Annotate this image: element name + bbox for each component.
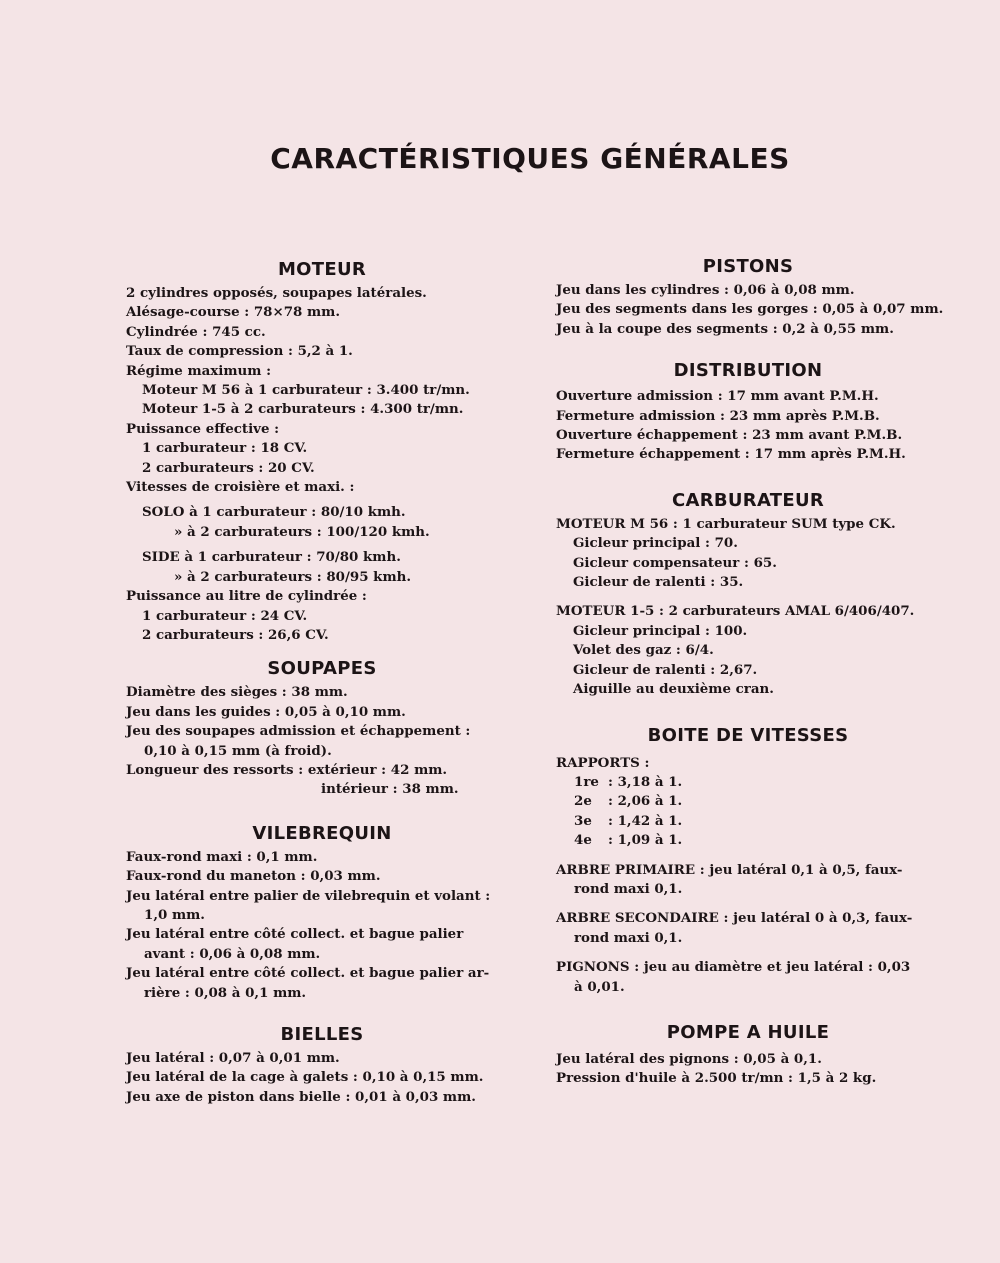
gear-ratio: : 1,09 à 1.: [608, 832, 683, 849]
spec-line: Cylindrée : 745 cc.: [126, 323, 266, 340]
spec-line: 1,0 mm.: [144, 906, 205, 923]
spec-line: Gicleur principal : 100.: [573, 622, 748, 639]
spec-line: rond maxi 0,1.: [574, 929, 683, 946]
spec-line: Puissance au litre de cylindrée :: [126, 588, 367, 605]
section-heading: CARBURATEUR: [671, 489, 825, 511]
section-vilebrequin: [126, 820, 518, 1003]
spec-line: Puissance effective :: [126, 420, 280, 437]
section-heading: MOTEUR: [277, 259, 367, 280]
spec-line: Taux de compression : 5,2 à 1.: [126, 343, 353, 360]
spec-line: Jeu latéral entre côté collect. et bague palier: [126, 926, 464, 943]
right-column: [556, 256, 944, 1089]
spec-line: Jeu latéral entre palier de vilebrequin et volant :: [126, 887, 491, 904]
spec-line: rière : 0,08 à 0,1 mm.: [144, 984, 307, 1001]
spec-line: ARBRE SECONDAIRE : jeu latéral 0 à 0,3, faux-: [556, 910, 913, 927]
spec-line: Longueur des ressorts : extérieur : 42 mm.: [126, 761, 448, 778]
spec-line: Jeu latéral entre côté collect. et bague palier ar-: [126, 965, 490, 982]
gear-number: 4e: [574, 832, 592, 849]
gear-number: 1re: [574, 773, 599, 790]
spec-line: Moteur M 56 à 1 carburateur : 3.400 tr/mn.: [142, 382, 470, 399]
section-body: [556, 387, 940, 465]
spec-line: 1 carburateur : 24 CV.: [142, 607, 308, 624]
spec-line: 2 cylindres opposés, soupapes latérales.: [126, 285, 427, 301]
section-heading: SOUPAPES: [267, 658, 377, 680]
section-body: [126, 284, 518, 645]
section-distribution: [556, 357, 940, 465]
spec-line: Jeu dans les cylindres : 0,06 à 0,08 mm.: [556, 282, 855, 298]
spec-line: SOLO à 1 carburateur : 80/10 kmh.: [142, 504, 406, 521]
section-heading: VILEBREQUIN: [252, 822, 392, 844]
spec-line: 2 carburateurs : 26,6 CV.: [142, 626, 329, 643]
section-heading: DISTRIBUTION: [673, 360, 823, 382]
spec-line: intérieur : 38 mm.: [321, 781, 459, 798]
spec-line: Aiguille au deuxième cran.: [573, 681, 774, 698]
section-bielles: [126, 1021, 518, 1107]
spec-line: RAPPORTS :: [556, 754, 650, 771]
section-pompe-a-huile: [556, 1019, 940, 1089]
spec-line: Ouverture échappement : 23 mm avant P.M.B.: [556, 427, 903, 444]
spec-line: SIDE à 1 carburateur : 70/80 kmh.: [142, 549, 401, 566]
spec-line: ARBRE PRIMAIRE : jeu latéral 0,1 à 0,5, faux-: [556, 861, 903, 878]
section-heading: BOITE DE VITESSES: [647, 724, 849, 746]
spec-line: Gicleur compensateur : 65.: [573, 554, 777, 571]
section-soupapes: [126, 655, 518, 799]
page-title: CARACTÉRISTIQUES GÉNÉRALES: [270, 142, 790, 175]
section-heading: BIELLES: [280, 1024, 364, 1045]
spec-line: rond maxi 0,1.: [574, 880, 683, 897]
spec-line: Fermeture admission : 23 mm après P.M.B.: [556, 407, 880, 424]
section-carburateur: [556, 487, 940, 700]
spec-line: Faux-rond maxi : 0,1 mm.: [126, 848, 318, 865]
section-heading: PISTONS: [702, 256, 794, 277]
section-heading: POMPE A HUILE: [666, 1021, 830, 1043]
section-moteur: [126, 256, 518, 645]
ratio-line: [556, 812, 940, 831]
gear-ratio: : 3,18 à 1.: [608, 773, 683, 790]
spec-line: PIGNONS : jeu au diamètre et jeu latéral : 0,03: [556, 959, 911, 976]
spec-line: Jeu dans les guides : 0,05 à 0,10 mm.: [126, 703, 406, 720]
gear-number: 3e: [574, 812, 592, 829]
section-body: [556, 281, 944, 339]
section-body: [556, 754, 940, 997]
spec-line: 0,10 à 0,15 mm (à froid).: [144, 742, 332, 759]
section-pistons: [556, 253, 944, 339]
section-body: [556, 1050, 940, 1089]
spec-line: Gicleur de ralenti : 35.: [573, 574, 744, 591]
spec-line: MOTEUR M 56 : 1 carburateur SUM type CK.: [556, 515, 896, 532]
spec-line: Faux-rond du maneton : 0,03 mm.: [126, 868, 381, 885]
spec-line: Jeu des soupapes admission et échappement :: [126, 723, 471, 740]
spec-line: avant : 0,06 à 0,08 mm.: [144, 945, 321, 962]
spec-line: Gicleur principal : 70.: [573, 535, 738, 552]
left-column: [126, 256, 518, 1107]
spec-line: Alésage-course : 78×78 mm.: [126, 304, 341, 321]
spec-line: Jeu des segments dans les gorges : 0,05 à 0,07 mm.: [556, 301, 944, 318]
spec-line: Fermeture échappement : 17 mm après P.M.H.: [556, 446, 906, 463]
spec-line: Gicleur de ralenti : 2,67.: [573, 661, 758, 678]
section-body: [126, 848, 518, 1003]
gear-ratio: : 2,06 à 1.: [608, 793, 683, 810]
spec-line: Régime maximum :: [126, 362, 272, 379]
spec-line: Jeu à la coupe des segments : 0,2 à 0,55 mm.: [556, 320, 894, 337]
ratio-line: [556, 773, 940, 792]
section-body: [126, 1049, 518, 1107]
section-boite-de-vitesses: [556, 722, 940, 997]
spec-line: » à 2 carburateurs : 100/120 kmh.: [174, 523, 430, 540]
spec-line: Vitesses de croisière et maxi. :: [126, 479, 355, 496]
ratio-line: [556, 792, 940, 811]
ratio-line: [556, 831, 940, 850]
gear-ratio: : 1,42 à 1.: [608, 812, 683, 829]
spec-line: 1 carburateur : 18 CV.: [142, 440, 308, 457]
spec-line: Ouverture admission : 17 mm avant P.M.H.: [556, 388, 879, 405]
spec-line: MOTEUR 1-5 : 2 carburateurs AMAL 6/406/407.: [556, 603, 915, 620]
section-body: [126, 683, 518, 799]
section-body: [556, 515, 940, 700]
spec-line: Volet des gaz : 6/4.: [573, 642, 714, 659]
spec-line: Jeu latéral : 0,07 à 0,01 mm.: [126, 1050, 340, 1066]
spec-line: à 0,01.: [574, 978, 625, 995]
spec-line: Jeu latéral des pignons : 0,05 à 0,1.: [556, 1050, 822, 1067]
spec-line: Jeu axe de piston dans bielle : 0,01 à 0,03 mm.: [126, 1088, 476, 1105]
gear-number: 2e: [574, 793, 592, 810]
spec-line: » à 2 carburateurs : 80/95 kmh.: [174, 568, 412, 585]
spec-line: Moteur 1-5 à 2 carburateurs : 4.300 tr/mn.: [142, 401, 464, 418]
spec-line: Jeu latéral de la cage à galets : 0,10 à 0,15 mm.: [126, 1069, 484, 1086]
spec-line: Pression d'huile à 2.500 tr/mn : 1,5 à 2 kg.: [556, 1070, 877, 1087]
spec-line: 2 carburateurs : 20 CV.: [142, 459, 315, 476]
spec-line: Diamètre des sièges : 38 mm.: [126, 684, 348, 701]
